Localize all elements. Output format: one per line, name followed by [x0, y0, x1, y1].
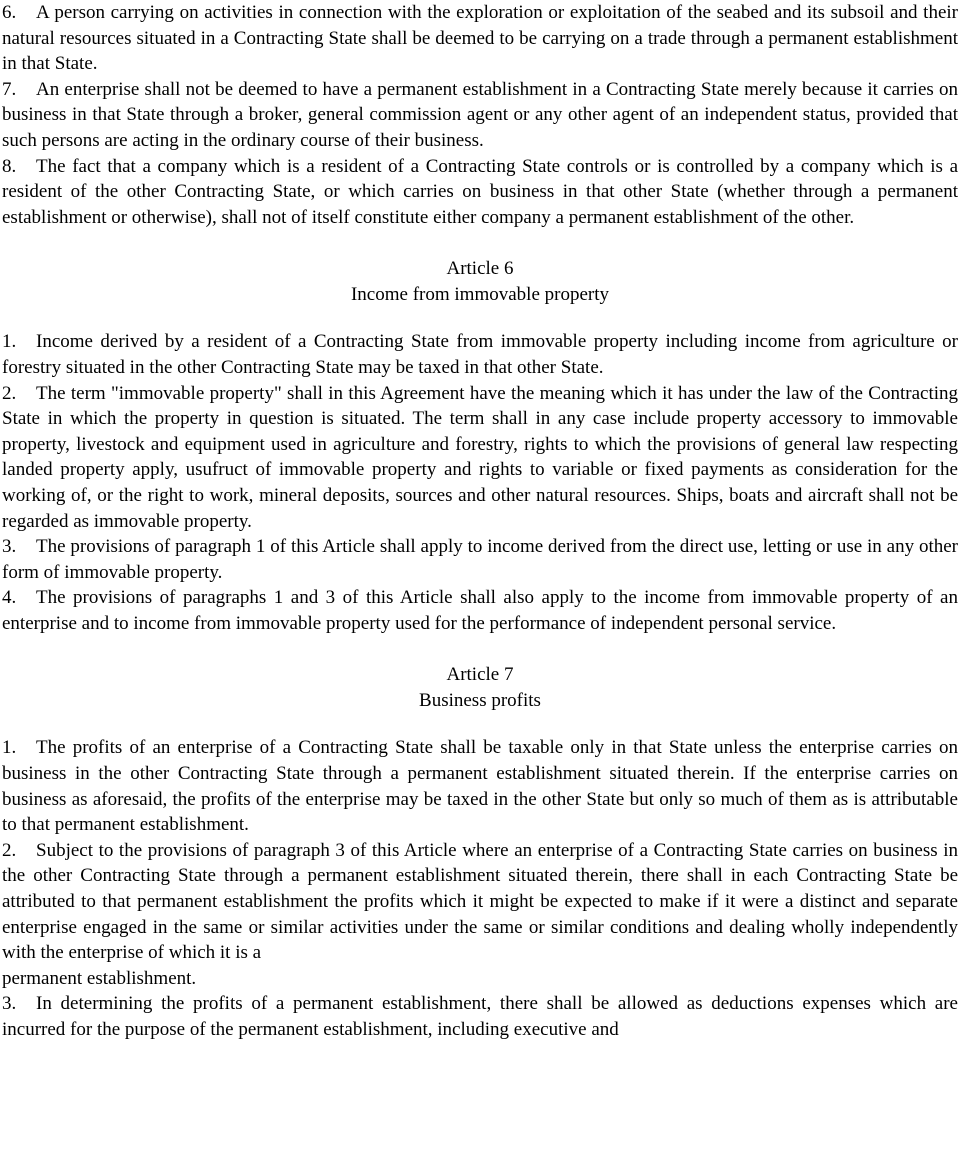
paragraph-text: The profits of an enterprise of a Contracting State shall be taxable only in that State unless the enterprise carries on business in the other Contracting State through a permanent establishment situated therein. If the enterprise carries on business as aforesaid, the profits of the enterprise may be taxed in the other State but only so much of them as is attributable to that permanent establishment.: [2, 737, 958, 836]
paragraph-text: In determining the profits of a permanent establishment, there shall be allowed as deductions expenses which are incurred for the purpose of the permanent establishment, including executive and: [2, 993, 958, 1040]
paragraph-number: 7.: [2, 78, 17, 100]
paragraph-number: 2.: [2, 382, 17, 404]
article-6-paragraph-2: [2, 381, 958, 535]
article-7-paragraph-1: [2, 735, 958, 837]
paragraph-number: 3.: [2, 993, 17, 1015]
paragraph-8: [2, 154, 958, 231]
article-7-heading: Article 7: [446, 664, 514, 686]
paragraph-text: The fact that a company which is a resident of a Contracting State controls or is controlled by a company which is a resident of the other Contracting State, or which carries on business in that other State (whether through a permanent establishment or otherwise), shall not of itself constitute either company a permanent establishment of the other.: [2, 155, 958, 228]
paragraph-text: The provisions of paragraph 1 of this Article shall apply to income derived from the direct use, letting or use in any other form of immovable property.: [2, 536, 958, 583]
article-7-paragraph-3: [2, 991, 958, 1042]
paragraph-number: 8.: [2, 155, 17, 177]
article-6-subheading: Income from immovable property: [350, 284, 609, 306]
paragraph-text: An enterprise shall not be deemed to have a permanent establishment in a Contracting State merely because it carries on business in that State through a broker, general commission agent or any other agent of an independent status, provided that such persons are acting in the ordinary course of their business.: [2, 78, 958, 151]
paragraph-7: [2, 77, 958, 154]
paragraph-number: 1.: [2, 737, 17, 759]
spacer: [2, 636, 958, 662]
paragraph-number: 4.: [2, 587, 17, 609]
paragraph-number: 1.: [2, 331, 17, 353]
article-6-heading: Article 6: [446, 258, 514, 280]
paragraph-text-continued: permanent establishment.: [2, 967, 197, 989]
paragraph-number: 6.: [2, 2, 17, 23]
paragraph-number: 3.: [2, 536, 17, 558]
paragraph-number: 2.: [2, 839, 17, 861]
paragraph-text: The term "immovable property" shall in this Agreement have the meaning which it has under the law of the Contracting State in which the property in question is situated. The term shall in any case include property accessory to immovable property, livestock and equipment used in agriculture and forestry, rights to which the provisions of general law respecting landed property apply, usufruct of immovable property and rights to variable or fixed payments as consideration for the working of, or the right to work, mineral deposits, sources and other natural resources. Ships, boats and aircraft shall not be regarded as immovable property.: [2, 382, 958, 532]
article-6-paragraph-4: [2, 585, 958, 636]
paragraph-text: The provisions of paragraphs 1 and 3 of this Article shall also apply to the income from immovable property of an enterprise and to income from immovable property used for the performance of independent personal service.: [2, 587, 958, 634]
spacer: [2, 308, 958, 329]
article-7-paragraph-2: [2, 838, 958, 992]
paragraph-6: [2, 0, 958, 77]
paragraph-text: Income derived by a resident of a Contracting State from immovable property including income from agriculture or forestry situated in the other Contracting State may be taxed in that other State.: [2, 331, 958, 378]
paragraph-text: Subject to the provisions of paragraph 3 of this Article where an enterprise of a Contracting State carries on business in the other Contracting State through a permanent establishment situated therein, there shall in each Contracting State be attributed to that permanent establishment the profits which it might be expected to make if it were a distinct and separate enterprise engaged in the same or similar activities under the same or similar conditions and dealing wholly independently with the enterprise of which it is a: [2, 839, 958, 964]
article-6-paragraph-1: [2, 329, 958, 380]
article-7-subheading: Business profits: [419, 690, 541, 712]
paragraph-text: A person carrying on activities in connection with the exploration or exploitation of the seabed and its subsoil and their natural resources situated in a Contracting State shall be deemed to be carrying on a trade through a permanent establishment in that State.: [2, 2, 958, 75]
spacer: [2, 714, 958, 735]
article-6-paragraph-3: [2, 534, 958, 585]
spacer: [2, 230, 958, 256]
